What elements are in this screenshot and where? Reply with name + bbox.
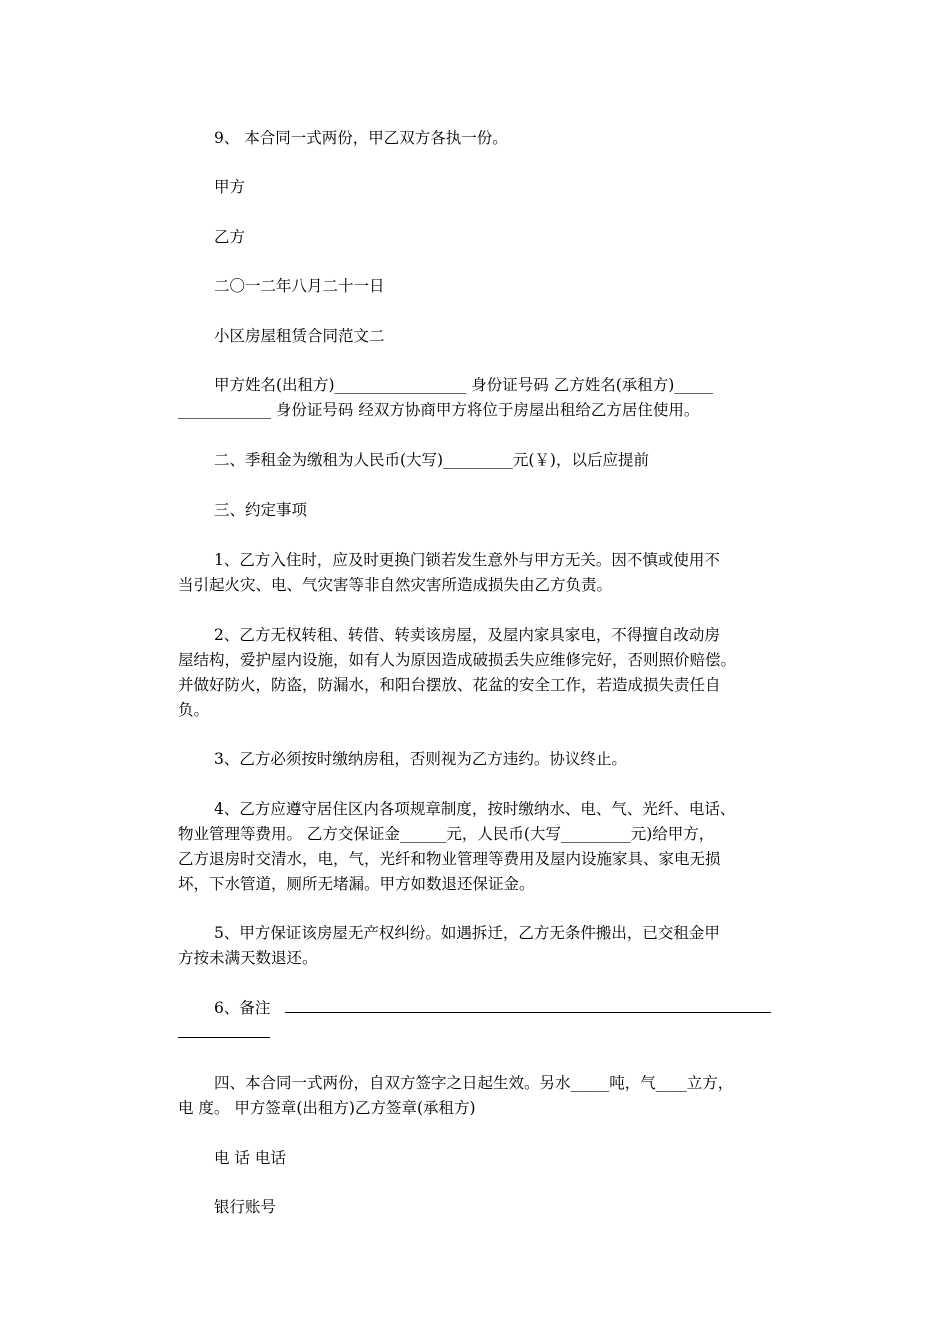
contract-title-2: 小区房屋租赁合同范文二 [214, 327, 385, 345]
parties-paragraph: 甲方姓名(出租方)_________________ 身份证号码 乙方姓名(承租方)_____ ____________ 身份证号码 经双方协商甲方将位于房屋出租给乙方居住使用。 [178, 376, 714, 419]
section-4: 四、本合同一式两份，自双方签字之日起生效。另水_____吨，气____立方， 电 度。 甲方签章(出租方)乙方签章(承租方) [178, 1074, 734, 1117]
remarks-blank-line-2 [178, 1023, 270, 1038]
section-3-heading: 三、约定事项 [214, 501, 308, 519]
phone-line: 电 话 电话 [214, 1149, 286, 1167]
clause-6-label: 6、备注 [214, 999, 271, 1017]
rent-clause: 二、季租金为缴租为人民币(大写)_________元(￥)，以后应提前 [214, 451, 649, 469]
remarks-blank-line [285, 998, 771, 1013]
clause-6 [178, 996, 772, 1046]
bank-account-line: 银行账号 [214, 1198, 277, 1216]
item-9: 9、 本合同一式两份，甲乙双方各执一份。 [214, 129, 508, 147]
party-a-label: 甲方 [214, 178, 246, 196]
clause-1: 1、乙方入住时，应及时更换门锁若发生意外与甲方无关。因不慎或使用不 当引起火灾、电、气灾害等非自然灾害所造成损失由乙方负责。 [178, 551, 720, 594]
clause-3: 3、乙方必须按时缴纳房租，否则视为乙方违约。协议终止。 [214, 750, 627, 768]
party-b-label: 乙方 [214, 228, 246, 246]
clause-2: 2、乙方无权转租、转借、转卖该房屋，及屋内家具家电，不得擅自改动房 屋结构，爱护屋内设施，如有人为原因造成破损丢失应维修完好，否则照价赔偿。 并做好防火，防盗，防漏水，和阳台摆放、花盆的安全工作，若造成损失责任自 负。 [178, 626, 737, 719]
contract-date: 二〇一二年八月二十一日 [214, 277, 385, 295]
clause-4: 4、乙方应遵守居住区内各项规章制度，按时缴纳水、电、气、光纤、电话、 物业管理等费用。 乙方交保证金______元，人民币(大写_________元)给甲方， 乙方退房时交清水，电，气，光纤和物业管理等费用及屋内设施家具、家电无损 坏，下水管道，厕所无堵漏。甲方如数退还保证金。 [178, 800, 736, 893]
clause-5: 5、甲方保证该房屋无产权纠纷。如遇拆迁，乙方无条件搬出，已交租金甲 方按未满天数退还。 [178, 924, 720, 967]
